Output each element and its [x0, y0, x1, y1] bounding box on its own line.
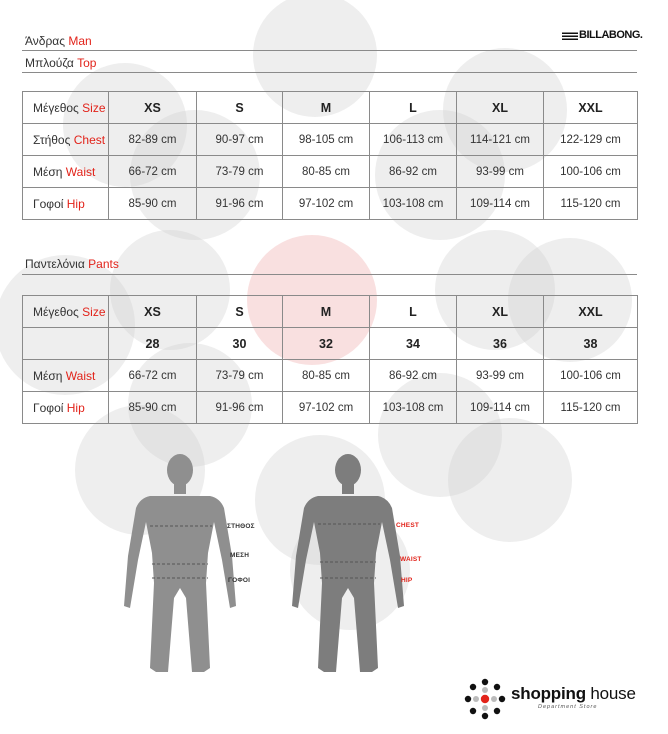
back-figure-silhouette — [292, 454, 404, 672]
waist-label-en: WAIST — [400, 556, 422, 563]
value-cell: 115-120 cm — [544, 188, 638, 220]
value-cell: 91-96 cm — [197, 392, 283, 424]
size-cell: S — [197, 92, 283, 124]
value-cell: 73-79 cm — [197, 360, 283, 392]
table-row — [23, 328, 638, 360]
row-label-waist: Μέση Waist — [23, 156, 109, 188]
value-cell: 103-108 cm — [370, 392, 457, 424]
table-header-row — [23, 296, 638, 328]
size-cell: XXL — [544, 296, 638, 328]
table-row — [23, 124, 638, 156]
value-cell: 97-102 cm — [283, 392, 370, 424]
pants-heading: Παντελόνια Pants — [25, 257, 119, 271]
store-tagline: Department Store — [538, 704, 598, 710]
men-heading: Άνδρας Man — [25, 34, 92, 48]
size-cell: XXL — [544, 92, 638, 124]
top-size-table — [22, 91, 638, 220]
size-cell: M — [283, 296, 370, 328]
row-label-empty — [23, 328, 109, 360]
value-cell: 82-89 cm — [109, 124, 197, 156]
value-cell: 100-106 cm — [544, 360, 638, 392]
front-figure-silhouette — [124, 454, 236, 672]
value-cell: 115-120 cm — [544, 392, 638, 424]
row-label-chest: Στήθος Chest — [23, 124, 109, 156]
number-size-cell: 30 — [197, 328, 283, 360]
divider — [22, 274, 637, 275]
shopping-house-logo-icon — [462, 676, 508, 722]
number-size-cell: 34 — [370, 328, 457, 360]
table-row — [23, 392, 638, 424]
table-row — [23, 156, 638, 188]
row-label-hip: Γοφοί Hip — [23, 188, 109, 220]
size-cell: XS — [109, 92, 197, 124]
value-cell: 80-85 cm — [283, 360, 370, 392]
size-cell: L — [370, 92, 457, 124]
value-cell: 93-99 cm — [457, 156, 544, 188]
value-cell: 122-129 cm — [544, 124, 638, 156]
table-row — [23, 188, 638, 220]
value-cell: 93-99 cm — [457, 360, 544, 392]
value-cell: 85-90 cm — [109, 188, 197, 220]
row-label-waist: Μέση Waist — [23, 360, 109, 392]
number-size-cell: 38 — [544, 328, 638, 360]
value-cell: 66-72 cm — [109, 156, 197, 188]
value-cell: 91-96 cm — [197, 188, 283, 220]
value-cell: 97-102 cm — [283, 188, 370, 220]
size-cell: XS — [109, 296, 197, 328]
waist-label-gr: ΜΕΣΗ — [230, 552, 250, 559]
chest-label-en: CHEST — [396, 522, 420, 529]
value-cell: 86-92 cm — [370, 360, 457, 392]
value-cell: 103-108 cm — [370, 188, 457, 220]
value-cell: 109-114 cm — [457, 392, 544, 424]
size-cell: M — [283, 92, 370, 124]
billabong-logo: BILLABONG. — [562, 29, 642, 41]
value-cell: 90-97 cm — [197, 124, 283, 156]
size-header-cell: Μέγεθος Size — [23, 296, 109, 328]
number-size-cell: 36 — [457, 328, 544, 360]
value-cell: 106-113 cm — [370, 124, 457, 156]
size-cell: S — [197, 296, 283, 328]
size-cell: XL — [457, 296, 544, 328]
divider — [22, 72, 637, 73]
store-name: shopping house — [511, 684, 636, 703]
divider — [22, 50, 637, 51]
chest-label-gr: ΣΤΗΘΟΣ — [227, 523, 255, 530]
row-label-hip: Γοφοί Hip — [23, 392, 109, 424]
value-cell: 109-114 cm — [457, 188, 544, 220]
size-cell: L — [370, 296, 457, 328]
number-size-cell: 28 — [109, 328, 197, 360]
pants-size-table — [22, 295, 638, 424]
value-cell: 114-121 cm — [457, 124, 544, 156]
value-cell: 98-105 cm — [283, 124, 370, 156]
value-cell: 66-72 cm — [109, 360, 197, 392]
value-cell: 86-92 cm — [370, 156, 457, 188]
hip-label-en: HIP — [401, 577, 413, 584]
size-cell: XL — [457, 92, 544, 124]
table-header-row — [23, 92, 638, 124]
value-cell: 73-79 cm — [197, 156, 283, 188]
value-cell: 85-90 cm — [109, 392, 197, 424]
number-size-cell: 32 — [283, 328, 370, 360]
body-measure-figures — [0, 440, 668, 680]
top-heading: Μπλούζα Top — [25, 56, 97, 70]
size-header-cell: Μέγεθος Size — [23, 92, 109, 124]
billabong-mark-icon — [562, 31, 578, 40]
value-cell: 100-106 cm — [544, 156, 638, 188]
value-cell: 80-85 cm — [283, 156, 370, 188]
table-row — [23, 360, 638, 392]
hip-label-gr: ΓΟΦΟΙ — [228, 577, 251, 584]
